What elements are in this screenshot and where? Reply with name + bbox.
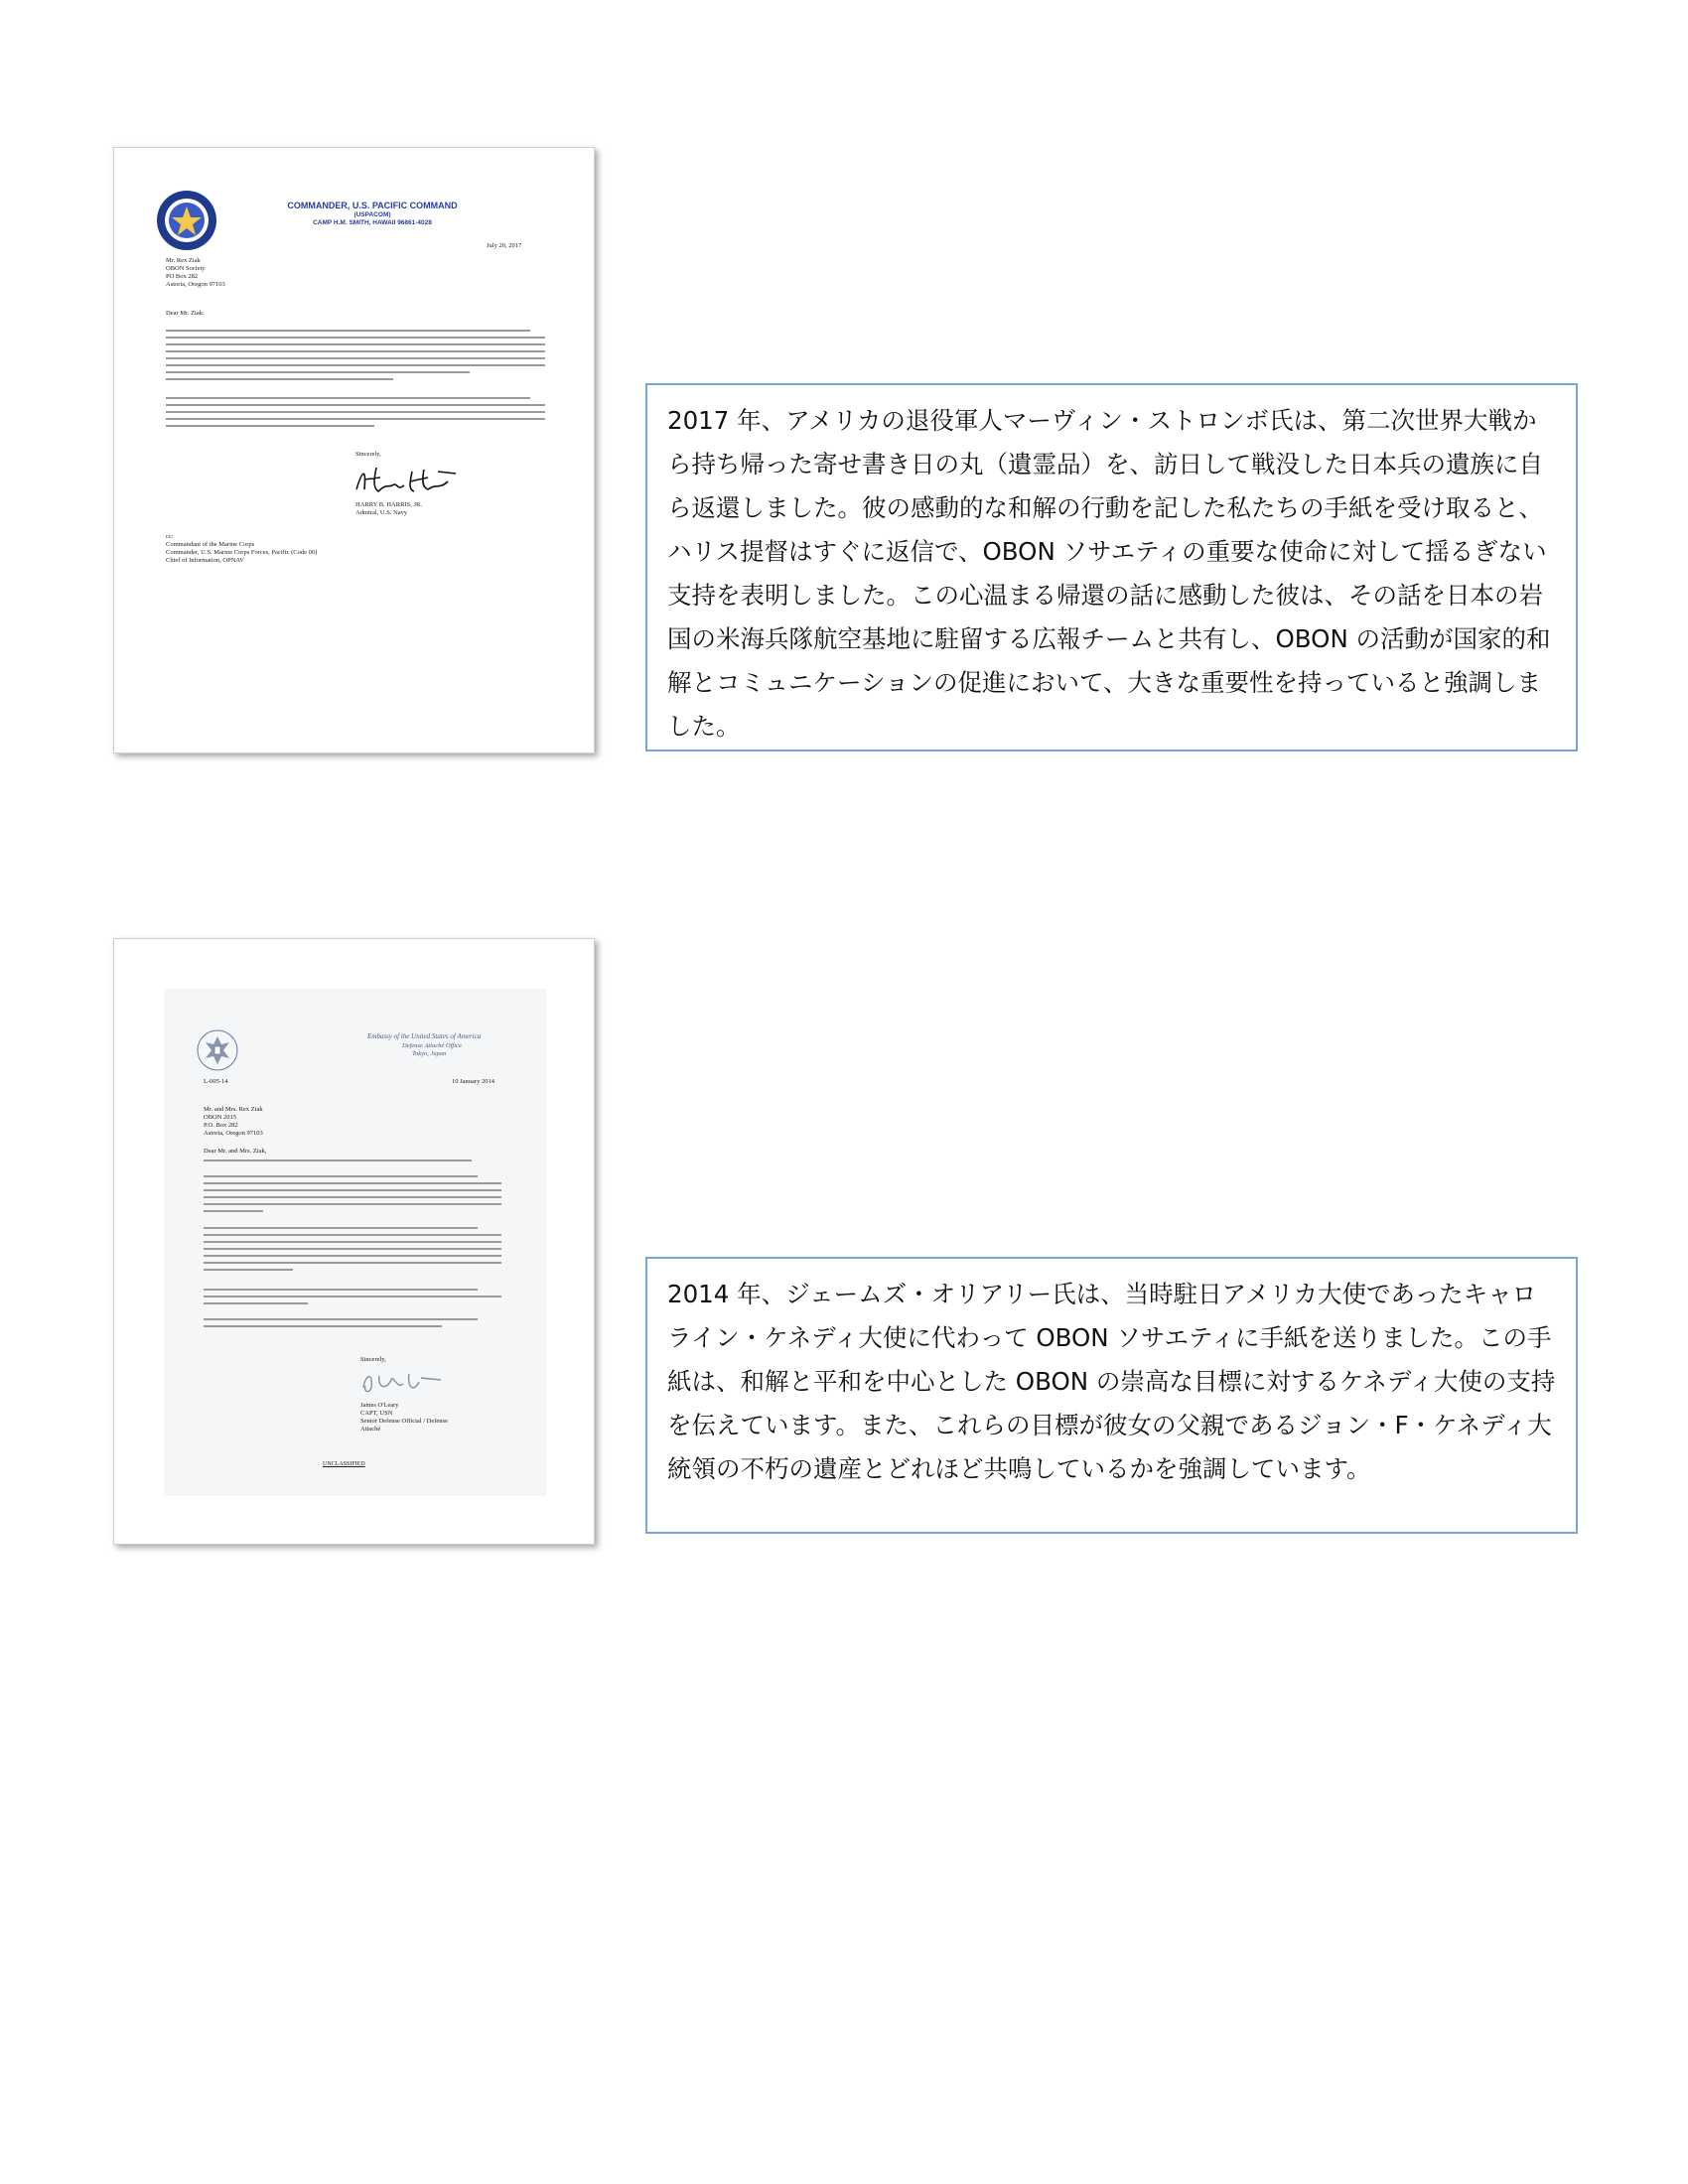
letter1-org-sub: (USPACOM) — [353, 211, 391, 218]
letter2-salutation: Dear Mr. and Mrs. Ziak, — [204, 1148, 267, 1155]
description-box-2017: 2017 年、アメリカの退役軍人マーヴィン・ストロンボ氏は、第二次世界大戦から持ち帰った寄せ書き日の丸（遺霊品）を、訪日して戦没した日本兵の遺族に自ら返還しました。彼の感動的な和解の行動を記した私たちの手紙を受け取ると、ハリス提督はすぐに返信で、OBON ソサエティの重要な使命に対して揺るぎない支持を表明しました。この心温まる帰還の話に感動した彼は、その話を日本の岩国の米海兵隊航空基地に駐留する広報チームと共有し、OBON の活動が国家的和解とコミュニケーションの促進において、大きな重要性を持っていると強調しました。 — [645, 383, 1578, 751]
letter1-body-paragraph — [166, 330, 545, 385]
letter1-org-address: CAMP H.M. SMITH, HAWAII 96861-4028 — [313, 219, 432, 226]
eagle-seal-icon — [196, 1028, 239, 1072]
letter1-body-paragraph-2 — [166, 397, 545, 432]
letter2-closing: Sincerely, — [360, 1356, 386, 1363]
letter-image-uspacom — [113, 147, 595, 753]
description-box-2014: 2014 年、ジェームズ・オリアリー氏は、当時駐日アメリカ大使であったキャロライン・ケネディ大使に代わって OBON ソサエティに手紙を送りました。この手紙は、和解と平和を中心とした OBON の崇高な目標に対するケネディ大使の支持を伝えています。また、これらの目標が彼女の父親であるジョン・F・ケネディ大統領の不朽の遺産とどれほど共鳴しているかを強調しています。 — [645, 1257, 1578, 1534]
signature-image — [352, 464, 462, 497]
letter2-body-paragraph — [204, 1160, 501, 1166]
letter2-org-title: Embassy of the United States of America — [367, 1032, 482, 1040]
letter2-body-paragraph-5 — [204, 1318, 501, 1332]
letter2-body-paragraph-2 — [204, 1175, 501, 1217]
letter1-org-title: COMMANDER, U.S. PACIFIC COMMAND — [287, 201, 458, 210]
letter-image-embassy — [113, 938, 595, 1545]
letter1-cc-list: Commandant of the Marine Corps Commander, U.S. Marine Corps Forces, Pacific (Code 00) Chief of Information, OPNAV — [166, 541, 318, 564]
letter2-body-paragraph-3 — [204, 1227, 501, 1276]
letter2-address: Mr. and Mrs. Rex Ziak OBON 2015 P.O. Box 282 Astoria, Oregon 97103 — [204, 1106, 263, 1137]
signature-image-2 — [357, 1368, 447, 1398]
letter1-signer-title: Admiral, U.S. Navy — [355, 509, 408, 516]
letter1-address: Mr. Rex Ziak OBON Society PO Box 282 Astoria, Oregon 97103 — [166, 257, 225, 288]
letter1-closing: Sincerely, — [355, 451, 381, 458]
letter2-org-sub: Defense Attaché Office — [402, 1042, 462, 1049]
letter1-date: July 20, 2017 — [487, 242, 522, 249]
letter2-body-paragraph-4 — [204, 1289, 501, 1309]
letter1-salutation: Dear Mr. Ziak: — [166, 310, 205, 317]
letter2-ref: L-005-14 — [204, 1078, 228, 1085]
dod-seal-icon — [156, 190, 217, 251]
letter2-classification: UNCLASSIFIED — [323, 1461, 365, 1467]
letter2-signer: James O'Leary CAPT, USN Senior Defense Official / Defense Attaché — [360, 1402, 448, 1433]
letter2-date: 10 January 2014 — [452, 1078, 494, 1085]
letter2-org-city: Tokyo, Japan — [412, 1050, 447, 1057]
letter1-cc-label: cc: — [166, 533, 174, 540]
letter1-signer-name: HARRY B. HARRIS, JR. — [355, 501, 422, 508]
